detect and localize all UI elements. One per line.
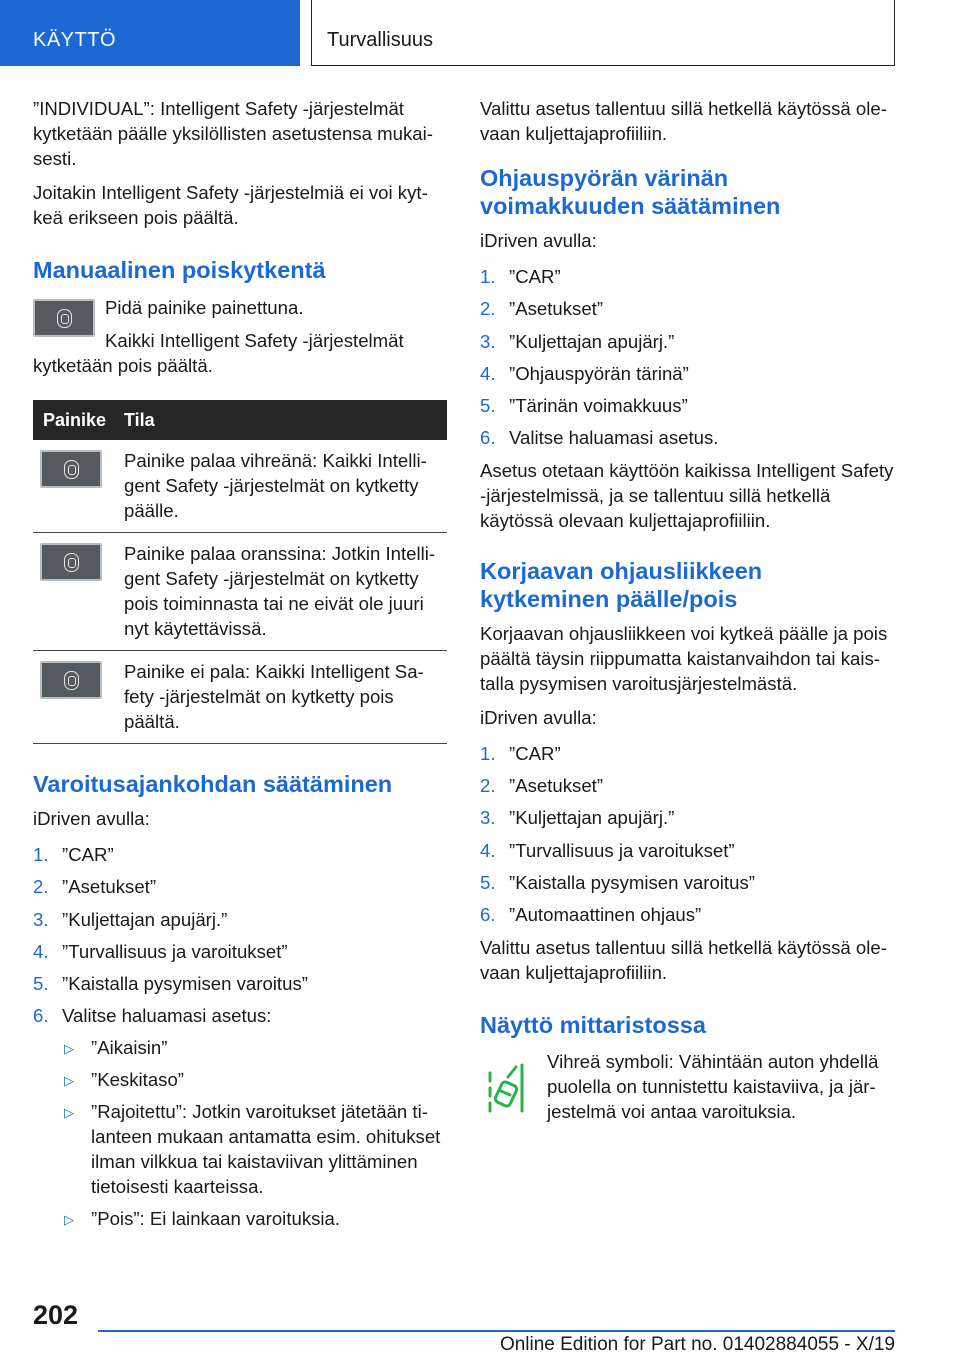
corrective-steering-heading: Korjaavan ohjausliikkeen kytkeminen päälle/pois bbox=[480, 557, 763, 612]
list-item: 6. Valitse haluamasi asetus: ▷ ”Aikaisin” ▷ ”Keskitaso” ▷ ”Rajoitettu”: Jotkin varoitukset jätetään tilanteen mukaan antamatta esim. ohitukset ilman vilkkua tai kaistaviivan ylittäminen tietoisesti kaarteissa. ▷ ”Pois”: Ei lainkaan varoituksia. bbox=[33, 1003, 447, 1231]
table-cell: Painike palaa vihreänä: Kaikki Intelligent Safety -järjestelmät on kytketty päälle. bbox=[124, 440, 447, 533]
button-status-table bbox=[33, 400, 447, 744]
corrective-steps bbox=[480, 741, 894, 927]
manual-heading: Manuaalinen poiskytkentä bbox=[33, 257, 326, 283]
list-item: 2. ”Asetukset” bbox=[480, 775, 604, 797]
cluster-display-text: Vihreä symboli: Vähintään auton yhdellä puolella on tunnistettu kaistaviiva, ja järjestelmä voi antaa varoituksia. bbox=[547, 1050, 879, 1122]
table-row bbox=[33, 651, 447, 744]
section-title: Turvallisuus bbox=[311, 0, 895, 66]
bullet-triangle-icon: ▷ bbox=[64, 1212, 74, 1228]
manual-text: Kaikki Intelligent Safety -järjestelmät kytketään pois päältä. bbox=[33, 330, 404, 376]
bullet-triangle-icon: ▷ bbox=[64, 1041, 74, 1057]
list-item: 5. ”Kaistalla pysymisen varoitus” bbox=[480, 871, 755, 893]
table-cell: Painike ei pala: Kaikki Intelligent Safety -järjestelmät on kytketty pois päältä. bbox=[124, 651, 447, 744]
intelligent-safety-button-icon bbox=[40, 543, 102, 581]
cluster-display-heading: Näyttö mittaristossa bbox=[480, 1011, 706, 1038]
list-item: 6. ”Automaattinen ohjaus” bbox=[480, 904, 702, 926]
saved-note: Valittu asetus tallentuu sillä hetkellä käytössä olevaan kuljettajaprofiiliin. bbox=[480, 936, 887, 983]
saved-note: Valittu asetus tallentuu sillä hetkellä käytössä olevaan kuljettajaprofiiliin. bbox=[480, 98, 887, 144]
option-item: ▷ ”Rajoitettu”: Jotkin varoitukset jätetään tilanteen mukaan antamatta esim. ohitukset ilman vilkkua tai kaistaviivan ylittäminen tietoisesti kaarteissa. bbox=[64, 1101, 441, 1198]
lane-keeping-green-icon bbox=[486, 1061, 526, 1115]
cluster-display-block bbox=[480, 1049, 894, 1124]
option-item: ▷ ”Pois”: Ei lainkaan varoituksia. bbox=[62, 1206, 447, 1231]
corrective-text: Korjaavan ohjausliikkeen voi kytkeä päälle ja pois päältä täysin riippumatta kaistanvaihdon tai kaistalla pysymisen varoitusjärjestelmästä. bbox=[480, 622, 888, 694]
table-row bbox=[33, 533, 447, 651]
list-item: 1. ”CAR” bbox=[33, 844, 114, 865]
intelligent-safety-button-icon bbox=[40, 661, 102, 699]
vibration-note: Asetus otetaan käyttöön kaikissa Intelligent Safety -järjestelmissä, ja se tallentuu sillä hetkellä käytössä olevaan kuljettajaprofiiliin. bbox=[480, 459, 894, 531]
intelligent-safety-button-icon bbox=[40, 450, 102, 488]
chapter-tab: KÄYTTÖ bbox=[0, 0, 300, 66]
page-number: 202 bbox=[33, 1300, 79, 1330]
vibration-heading: Ohjauspyörän värinän voimakkuuden säätäminen bbox=[480, 165, 781, 219]
footer-divider bbox=[98, 1330, 895, 1332]
list-item: 6. Valitse haluamasi asetus. bbox=[480, 427, 719, 449]
list-item: 3. ”Kuljettajan apujärj.” bbox=[480, 807, 675, 829]
list-item: 5. ”Tärinän voimakkuus” bbox=[480, 395, 688, 417]
table-header: Painike bbox=[33, 400, 124, 440]
right-column bbox=[480, 96, 894, 1124]
table-header: Tila bbox=[124, 400, 447, 440]
left-column bbox=[33, 96, 447, 1239]
idrive-intro: iDriven avulla: bbox=[33, 808, 150, 829]
list-item: 4. ”Ohjauspyörän tärinä” bbox=[480, 362, 689, 384]
bullet-triangle-icon: ▷ bbox=[64, 1073, 74, 1089]
intelligent-safety-button-icon bbox=[33, 299, 95, 337]
bullet-triangle-icon: ▷ bbox=[64, 1105, 74, 1121]
warning-timing-heading: Varoitusajankohdan säätäminen bbox=[33, 771, 393, 797]
manual-block bbox=[33, 295, 447, 378]
list-item: 4. ”Turvallisuus ja varoitukset” bbox=[480, 839, 735, 861]
list-item: 1. ”CAR” bbox=[480, 742, 561, 764]
list-item: 4. ”Turvallisuus ja varoitukset” bbox=[33, 940, 288, 962]
idrive-intro: iDriven avulla: bbox=[480, 706, 597, 728]
list-item: 2. ”Asetukset” bbox=[480, 298, 604, 320]
intro-paragraph: Joitakin Intelligent Safety -järjestelmiä ei voi kytkeä erikseen pois päältä. bbox=[33, 182, 428, 228]
list-item: 5. ”Kaistalla pysymisen varoitus” bbox=[33, 973, 308, 995]
warning-steps bbox=[33, 842, 447, 1231]
list-item: 1. ”CAR” bbox=[480, 266, 561, 287]
table-row bbox=[33, 440, 447, 533]
option-item: ▷ ”Aikaisin” bbox=[62, 1035, 447, 1060]
intro-paragraph: ”INDIVIDUAL”: Intelligent Safety -järjestelmät kytketään päälle yksilöllisten asetustensa mukaisesti. bbox=[33, 98, 433, 169]
list-item: 3. ”Kuljettajan apujärj.” bbox=[33, 908, 228, 930]
vibration-steps bbox=[480, 264, 894, 450]
list-item: 3. ”Kuljettajan apujärj.” bbox=[480, 330, 675, 352]
manual-text: Pidä painike painettuna. bbox=[105, 297, 304, 318]
table-cell: Painike palaa oranssina: Jotkin Intelligent Safety -järjestelmät on kytketty pois toiminnasta tai ne eivät ole juuri nyt käytettävissä. bbox=[124, 533, 447, 651]
option-item: ▷ ”Keskitaso” bbox=[62, 1067, 447, 1092]
edition-text: Online Edition for Part no. 01402884055 - X/19 bbox=[499, 1334, 895, 1355]
list-item: 2. ”Asetukset” bbox=[33, 876, 157, 898]
option-list bbox=[62, 1035, 447, 1231]
idrive-intro: iDriven avulla: bbox=[480, 230, 597, 251]
